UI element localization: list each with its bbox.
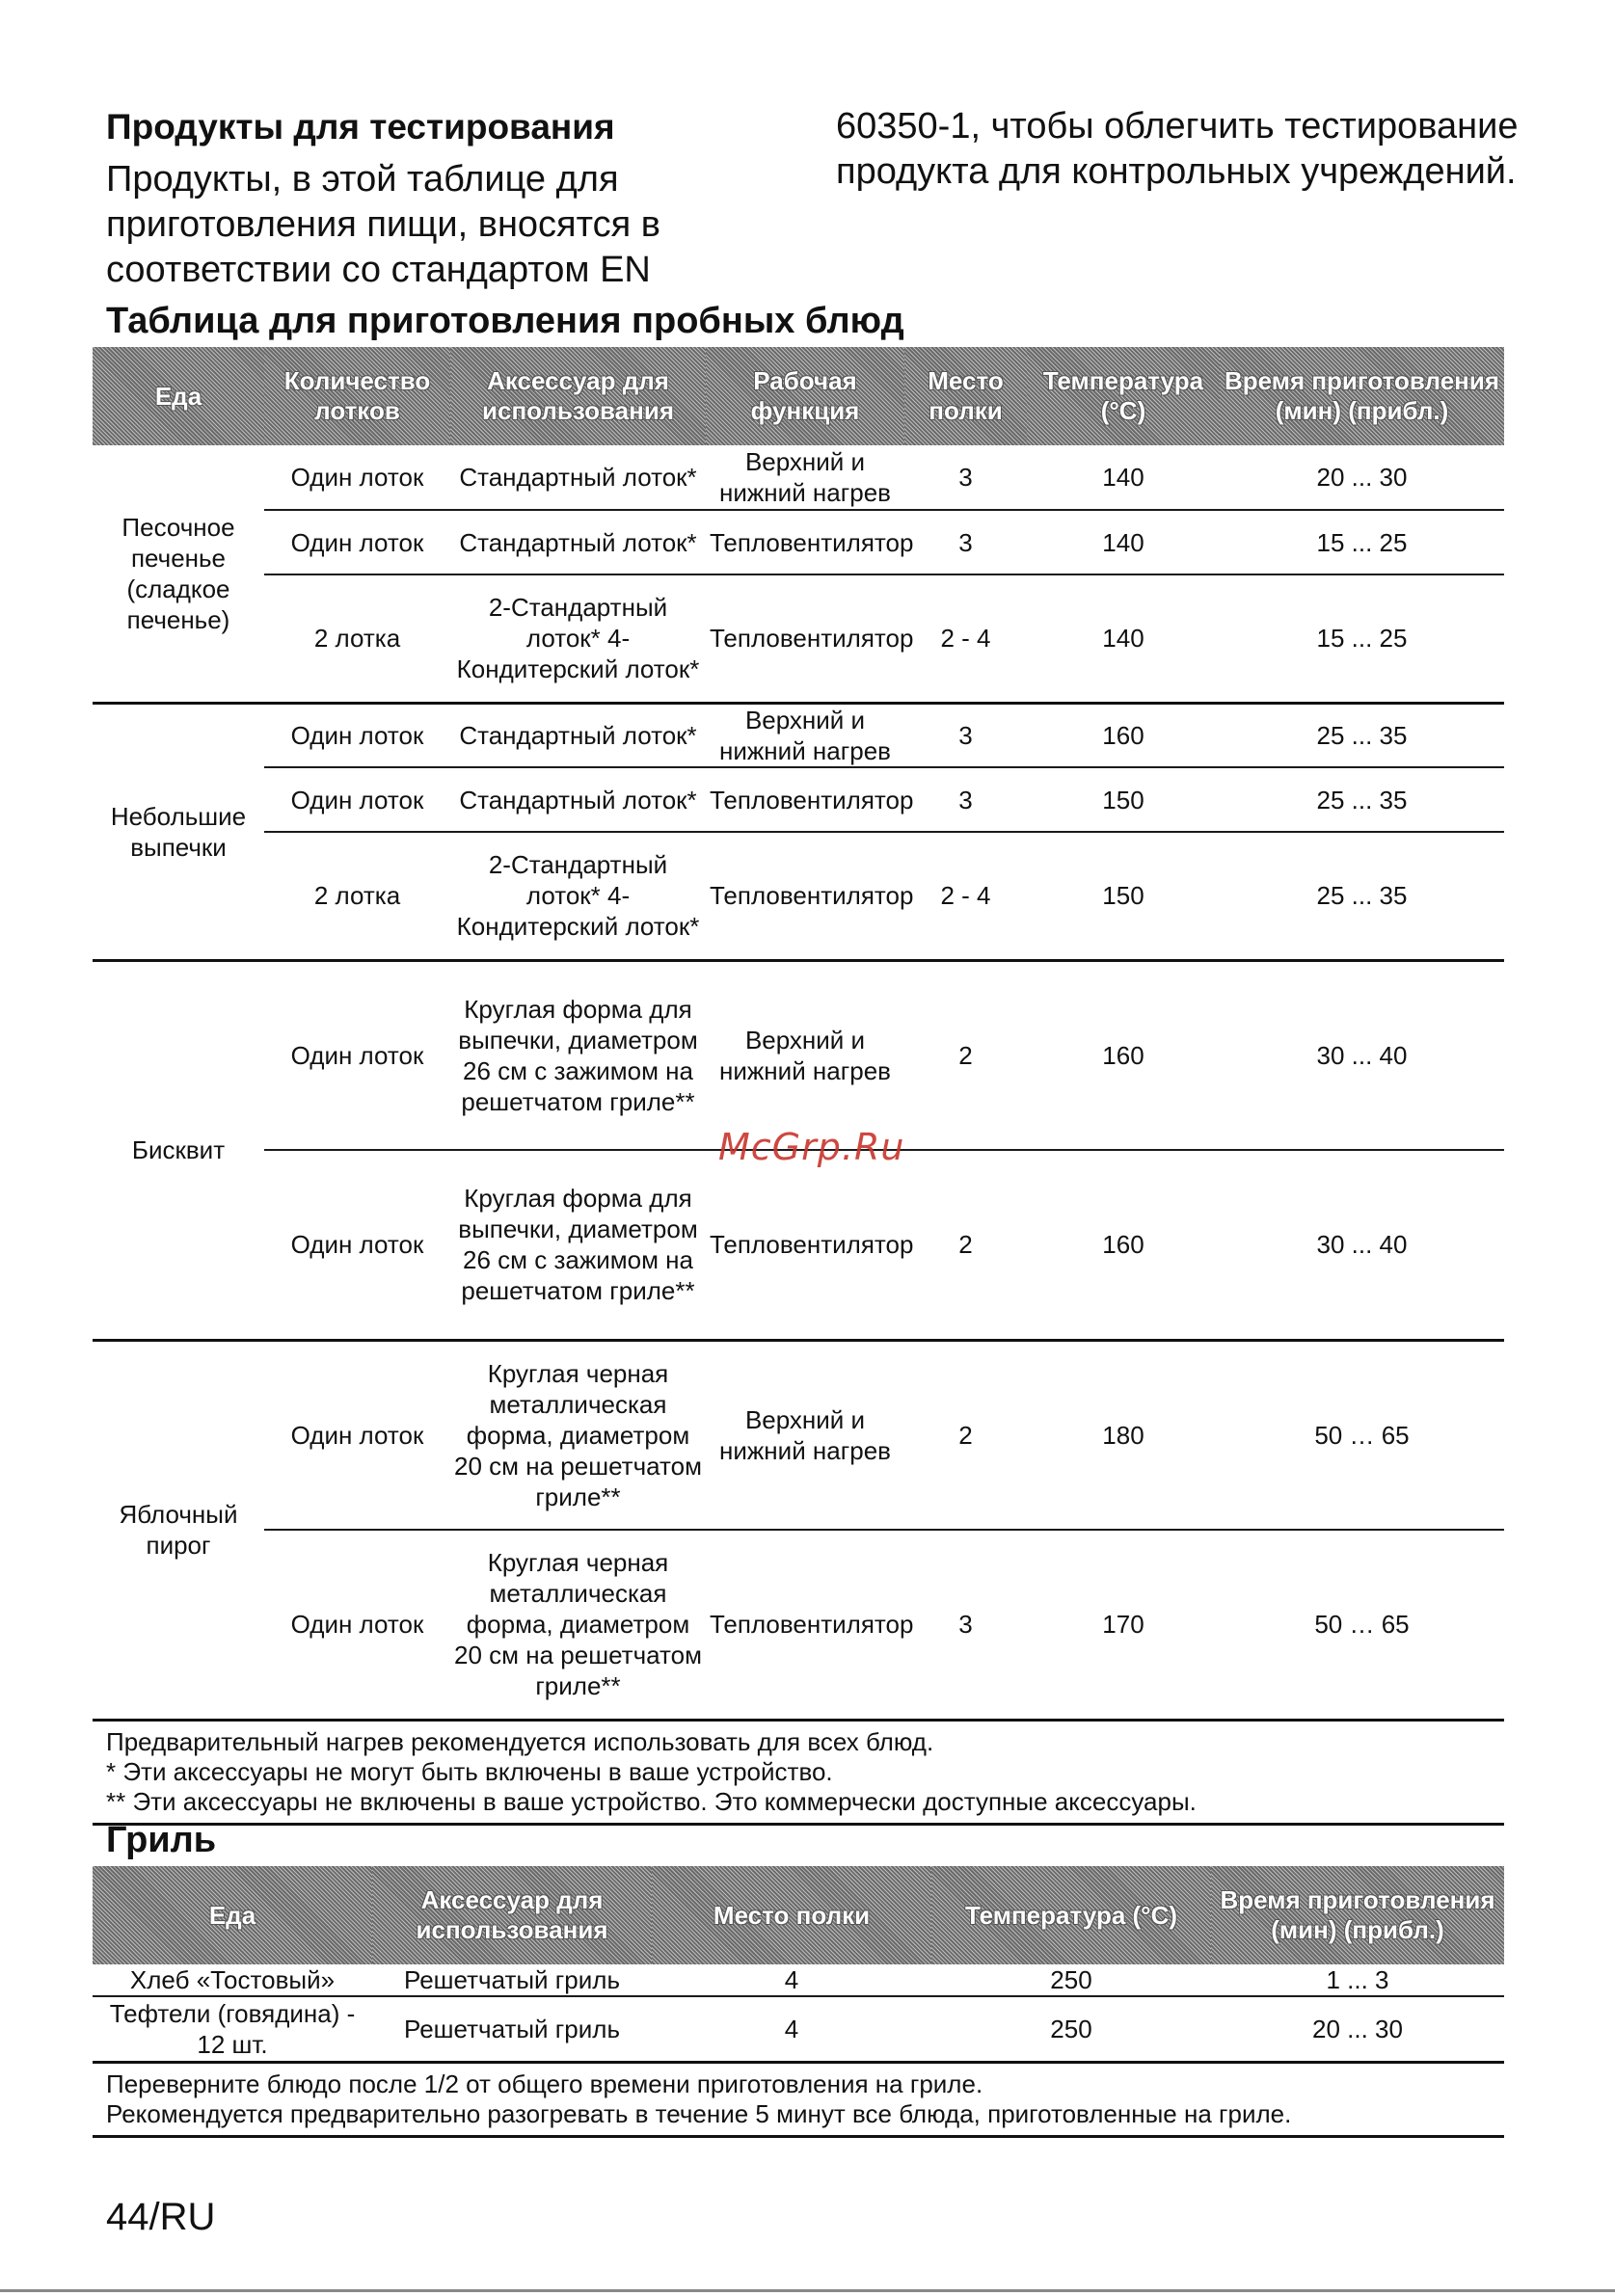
time-cell: 30 ... 40 [1220,960,1504,1150]
food-cell: Хлеб «Тостовый» [129,1965,336,1994]
accessory-cell: Решетчатый гриль [372,1996,652,2062]
accessory-cell: Круглая черная металлическая форма, диаметром 20 см на решетчатом гриле** [450,1340,706,1530]
table-row [93,832,1504,960]
temperature-cell: 170 [1027,1530,1220,1720]
watermark: McGrp.Ru [718,1126,905,1168]
column-header: Время приготовления (мин) (прибл.) [1220,347,1504,445]
time-cell: 20 ... 30 [1211,1996,1504,2062]
test-dishes-table [93,347,1504,1826]
accessory-cell: Стандартный лоток* [450,703,706,767]
temperature-cell: 150 [1027,767,1220,832]
accessory-cell: Круглая форма для выпечки, диаметром 26 см с зажимом на решетчатом гриле** [450,1150,706,1340]
accessory-cell: Круглая черная металлическая форма, диаметром 20 см на решетчатом гриле** [450,1530,706,1720]
column-header: Температура (°C) [1027,347,1220,445]
table-header-row [93,347,1504,445]
shelf-cell: 3 [958,463,973,492]
trays-cell: Один лоток [264,1340,450,1530]
bottom-rule [0,2289,1615,2292]
trays-cell: Один лоток [264,510,450,574]
function-cell: Тепловентилятор [706,832,904,960]
table-row [93,703,1504,767]
intro-right-column [836,104,1530,195]
function-cell: Верхний и нижний нагрев [706,1340,904,1530]
time-cell: 50 … 65 [1220,1530,1504,1720]
trays-cell: Один лоток [290,463,424,492]
column-header: Еда [93,347,264,445]
table-row [93,1964,1504,1996]
food-cell: Тефтели (говядина) - 12 шт. [93,1996,372,2062]
trays-cell: Один лоток [264,1150,450,1340]
time-cell: 50 … 65 [1220,1340,1504,1530]
grill-table-title: Гриль [106,1820,217,1860]
trays-cell: Один лоток [264,767,450,832]
column-header: Количество лотков [264,347,450,445]
column-header: Место полки [652,1866,931,1964]
table-notes-row [93,2062,1504,2136]
accessory-cell: Решетчатый гриль [404,1965,620,1994]
function-cell: Тепловентилятор [706,1150,904,1340]
trays-cell: Один лоток [264,1530,450,1720]
time-cell: 20 ... 30 [1316,463,1408,492]
column-header: Время приготовления (мин) (прибл.) [1211,1866,1504,1964]
shelf-cell: 3 [904,510,1027,574]
test-table-title: Таблица для приготовления пробных блюд [106,301,904,341]
table-row [93,1340,1504,1530]
food-cell: Песочное печенье (сладкое печенье) [121,512,235,634]
shelf-cell: 4 [784,1965,799,1994]
note-line: Предварительный нагрев рекомендуется использовать для всех блюд. [106,1726,934,1756]
shelf-cell: 3 [904,767,1027,832]
function-cell: Верхний и нижний нагрев [719,447,891,507]
column-header: Температура (°C) [931,1866,1211,1964]
function-cell: Тепловентилятор [706,1530,904,1720]
column-header: Аксессуар для использования [372,1866,652,1964]
grill-table [93,1866,1504,2138]
function-cell: Верхний и нижний нагрев [706,703,904,767]
temperature-cell: 160 [1027,1150,1220,1340]
shelf-cell: 2 - 4 [904,574,1027,703]
food-cell: Небольшие выпечки [93,703,264,960]
time-cell: 1 ... 3 [1326,1965,1389,1994]
table-header-row [93,1866,1504,1964]
time-cell: 15 ... 25 [1220,574,1504,703]
intro-heading: Продукты для тестирования [106,107,615,147]
intro-text-right: 60350-1, чтобы облегчить тестирование продукта для контрольных учреждений. [836,106,1519,192]
table-row [93,767,1504,832]
temperature-cell: 140 [1027,574,1220,703]
note-line: Рекомендуется предварительно разогревать в течение 5 минут все блюда, приготовленные на гриле. [106,2098,1292,2128]
table-row [93,960,1504,1150]
temperature-cell: 250 [931,1996,1211,2062]
temperature-cell: 160 [1027,703,1220,767]
column-header: Рабочая функция [706,347,904,445]
shelf-cell: 2 [904,1340,1027,1530]
intro-text-left: Продукты, в этой таблице для приготовления пищи, вносятся в соответствии со стандартом EN [106,159,660,290]
page-number: 44/RU [106,2196,216,2238]
time-cell: 25 ... 35 [1220,767,1504,832]
temperature-cell: 150 [1027,832,1220,960]
note-line: ** Эти аксессуары не включены в ваше устройство. Это коммерчески доступные аксессуары. [106,1786,1197,1816]
table-notes [93,2062,1504,2136]
accessory-cell: Стандартный лоток* [459,463,697,492]
trays-cell: Один лоток [264,703,450,767]
temperature-cell: 140 [1027,510,1220,574]
table-row [93,445,1504,510]
column-header: Еда [93,1866,372,1964]
column-header: Место полки [904,347,1027,445]
table-notes-row [93,1720,1504,1824]
time-cell: 25 ... 35 [1220,703,1504,767]
temperature-cell: 250 [1050,1965,1092,1994]
time-cell: 30 ... 40 [1220,1150,1504,1340]
temperature-cell: 160 [1027,960,1220,1150]
table-notes [93,1720,1504,1824]
trays-cell: 2 лотка [264,832,450,960]
function-cell: Тепловентилятор [706,510,904,574]
shelf-cell: 2 [904,960,1027,1150]
accessory-cell: Стандартный лоток* [450,767,706,832]
note-line: Переверните блюдо после 1/2 от общего времени приготовления на грилe. [106,2069,983,2098]
trays-cell: 2 лотка [264,574,450,703]
time-cell: 15 ... 25 [1220,510,1504,574]
shelf-cell: 2 - 4 [904,832,1027,960]
accessory-cell: 2-Стандартный лоток* 4-Кондитерский лоток* [450,832,706,960]
temperature-cell: 140 [1102,463,1144,492]
shelf-cell: 4 [652,1996,931,2062]
table-row [93,1150,1504,1340]
table-row [93,1996,1504,2062]
shelf-cell: 3 [904,1530,1027,1720]
table-row [93,510,1504,574]
shelf-cell: 2 [904,1150,1027,1340]
function-cell: Тепловентилятор [706,767,904,832]
accessory-cell: Круглая форма для выпечки, диаметром 26 см с зажимом на решетчатом гриле** [450,960,706,1150]
shelf-cell: 3 [904,703,1027,767]
temperature-cell: 180 [1027,1340,1220,1530]
accessory-cell: 2-Стандартный лоток* 4-Кондитерский лоток* [450,574,706,703]
accessory-cell: Стандартный лоток* [450,510,706,574]
note-line: * Эти аксессуары не могут быть включены в ваше устройство. [106,1756,833,1786]
food-cell: Бисквит [93,960,264,1340]
intro-left-column [106,104,723,293]
function-cell: Тепловентилятор [706,574,904,703]
function-cell: Верхний и нижний нагрев [706,960,904,1150]
trays-cell: Один лоток [264,960,450,1150]
table-row [93,574,1504,703]
column-header: Аксессуар для использования [450,347,706,445]
time-cell: 25 ... 35 [1220,832,1504,960]
table-row [93,1530,1504,1720]
food-cell: Яблочный пирог [93,1340,264,1720]
